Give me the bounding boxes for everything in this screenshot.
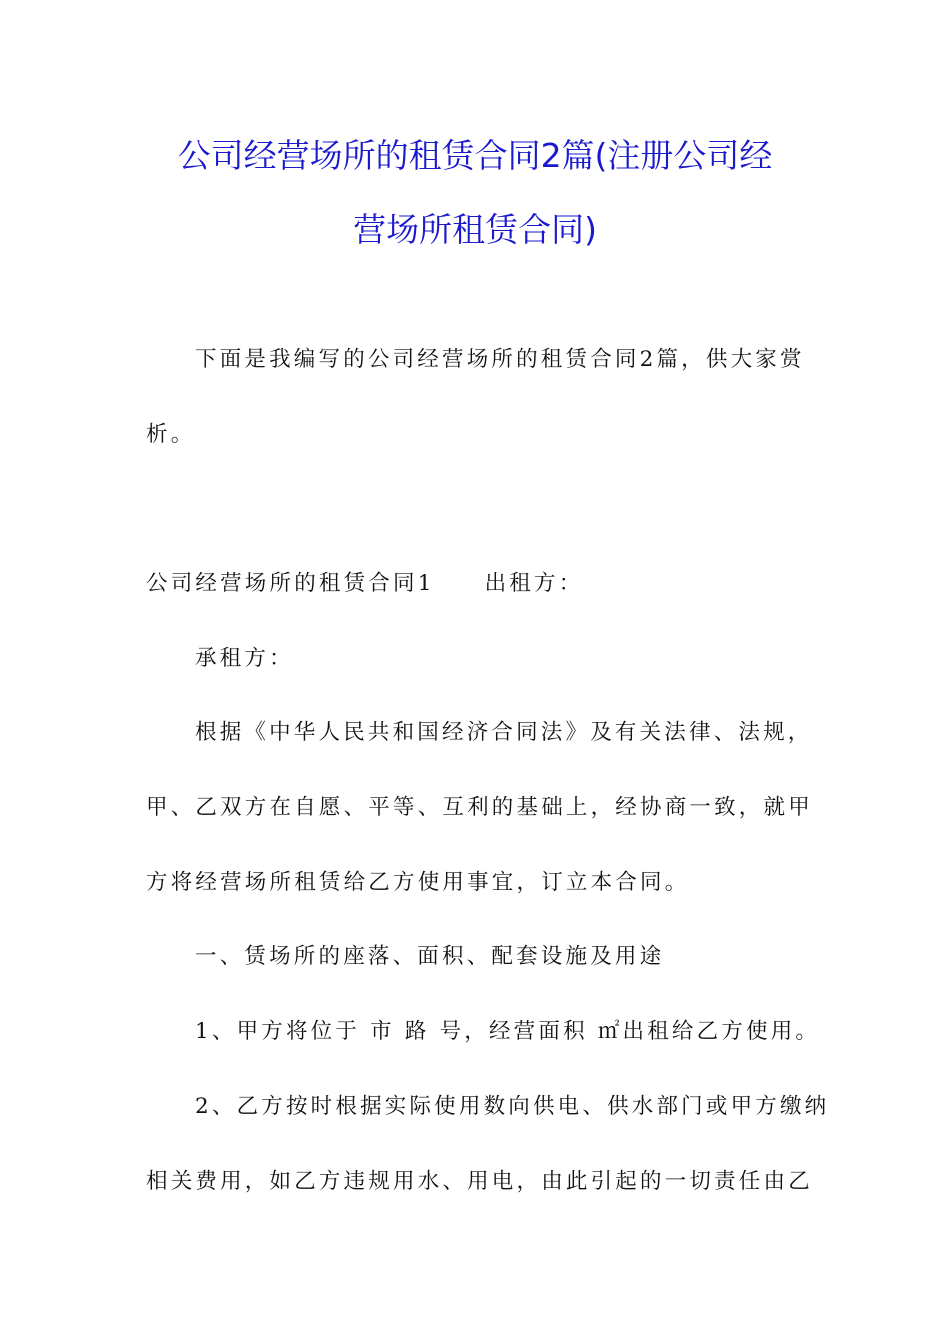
clause-1: 1、甲方将位于 市 路 号，经营面积 ㎡出租给乙方使用。 [195,1019,821,1044]
section-1-heading: 一、赁场所的座落、面积、配套设施及用途 [195,944,665,969]
lessor-label: 出租方： [484,571,584,596]
clause-2-line-2: 相关费用，如乙方违规用水、用电，由此引起的一切责任由乙 [146,1169,813,1194]
preamble-line-1: 根据《中华人民共和国经济合同法》及有关法律、法规， [195,720,813,745]
document-title-line-1: 公司经营场所的租赁合同2篇(注册公司经 [177,136,773,175]
preamble-line-3: 方将经营场所租赁给乙方使用事宜，订立本合同。 [146,870,690,895]
intro-line-2: 析。 [146,422,196,447]
intro-line-1: 下面是我编写的公司经营场所的租赁合同2篇，供大家赏 [195,347,805,372]
document-title-line-2: 营场所租赁合同) [353,210,597,249]
clause-2-line-1: 2、乙方按时根据实际使用数向供电、供水部门或甲方缴纳 [195,1094,830,1119]
lessee-label: 承租方： [195,646,294,671]
preamble-line-2: 甲、乙双方在自愿、平等、互利的基础上，经协商一致，就甲 [146,795,813,820]
contract-heading: 公司经营场所的租赁合同1 [146,571,435,596]
contract-heading-line [146,570,583,598]
